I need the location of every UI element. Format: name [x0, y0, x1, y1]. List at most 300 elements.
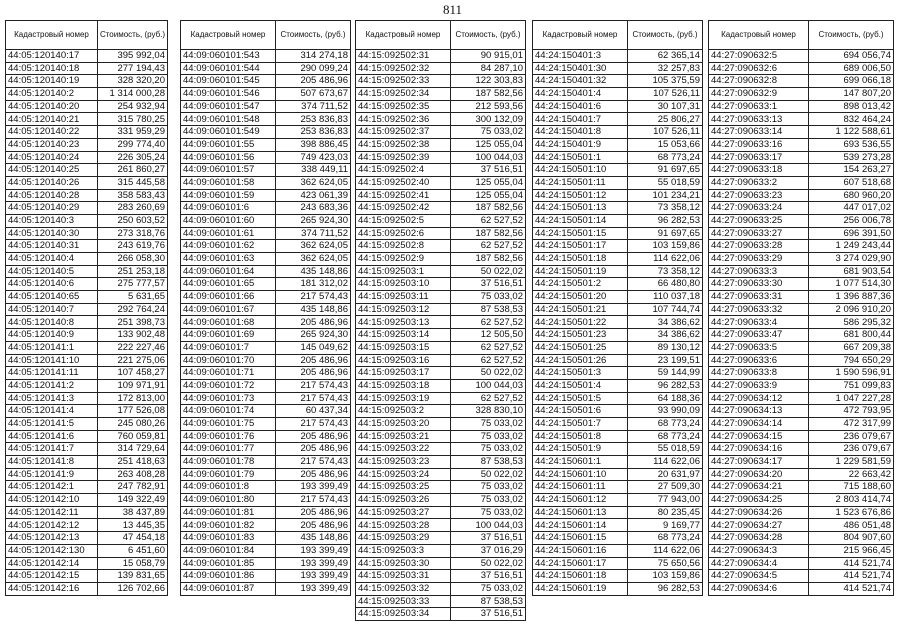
- cost-cell: 90 915,01: [451, 50, 526, 63]
- cadastral-number-cell: 44:15:092502:37: [356, 126, 451, 139]
- cost-cell: 68 773,24: [628, 532, 703, 545]
- table-row: [709, 367, 894, 380]
- header-cadastral-number: Кадастровый номер: [709, 21, 809, 50]
- cadastral-number-cell: 44:27:090633:6: [709, 354, 809, 367]
- cost-cell: 87 538,53: [451, 595, 526, 608]
- table-row: [356, 544, 526, 557]
- table-row: [356, 126, 526, 139]
- table-row: [709, 532, 894, 545]
- cadastral-number-cell: 44:15:092503:24: [356, 468, 451, 481]
- page-number: 811: [442, 2, 463, 17]
- cost-cell: 34 386,62: [628, 316, 703, 329]
- cadastral-number-cell: 44:24:150601:15: [533, 532, 628, 545]
- cadastral-number-cell: 44:24:150601:13: [533, 506, 628, 519]
- table-row: [709, 227, 894, 240]
- cost-cell: 22 663,42: [809, 468, 894, 481]
- cost-cell: 75 033,02: [451, 417, 526, 430]
- table-row: [533, 544, 703, 557]
- cadastral-number-cell: 44:15:092503:21: [356, 430, 451, 443]
- cadastral-number-cell: 44:27:090634:26: [709, 506, 809, 519]
- table-row: [6, 291, 168, 304]
- cadastral-number-cell: 44:09:060101:70: [181, 354, 276, 367]
- table-row: [709, 316, 894, 329]
- table-row: [709, 75, 894, 88]
- table-row: [533, 329, 703, 342]
- cost-cell: 275 777,57: [98, 278, 168, 291]
- cost-cell: 205 486,96: [276, 75, 351, 88]
- cost-cell: 205 486,96: [276, 468, 351, 481]
- table-row: [181, 138, 351, 151]
- cadastral-number-cell: 44:05:120140:23: [6, 138, 98, 151]
- cost-cell: 181 312,02: [276, 278, 351, 291]
- table-row: [356, 582, 526, 595]
- cadastral-number-cell: 44:15:092503:23: [356, 456, 451, 469]
- cost-cell: 55 018,59: [628, 443, 703, 456]
- table-row: [181, 62, 351, 75]
- cadastral-number-cell: 44:24:150501:10: [533, 164, 628, 177]
- cost-cell: 362 624,05: [276, 253, 351, 266]
- cadastral-number-cell: 44:09:060101:549: [181, 126, 276, 139]
- cadastral-number-cell: 44:27:090634:25: [709, 494, 809, 507]
- table-row: [533, 253, 703, 266]
- cadastral-number-cell: 44:05:120140:7: [6, 303, 98, 316]
- table-row: [356, 303, 526, 316]
- table-row: [533, 506, 703, 519]
- cost-cell: 261 860,27: [98, 164, 168, 177]
- table-row: [356, 519, 526, 532]
- table-row: [181, 456, 351, 469]
- cost-cell: 1 229 581,59: [809, 456, 894, 469]
- table-row: [533, 303, 703, 316]
- cost-cell: 64 188,36: [628, 392, 703, 405]
- table-row: [356, 202, 526, 215]
- cadastral-number-cell: 44:15:092503:29: [356, 532, 451, 545]
- table-row: [6, 253, 168, 266]
- cost-cell: 193 399,49: [276, 570, 351, 583]
- table-row: [181, 443, 351, 456]
- table-row: [533, 532, 703, 545]
- cadastral-number-cell: 44:24:150401:3: [533, 50, 628, 63]
- table-row: [709, 354, 894, 367]
- cost-cell: 103 159,86: [628, 570, 703, 583]
- table-row: [181, 164, 351, 177]
- cadastral-number-cell: 44:09:060101:74: [181, 405, 276, 418]
- table-row: [6, 75, 168, 88]
- table-row: [181, 405, 351, 418]
- table-row: [709, 240, 894, 253]
- table-row: [181, 354, 351, 367]
- cadastral-number-cell: 44:15:092502:34: [356, 88, 451, 101]
- cost-cell: 245 080,26: [98, 417, 168, 430]
- cadastral-number-cell: 44:27:090633:9: [709, 379, 809, 392]
- table-row: [356, 417, 526, 430]
- table-row: [181, 392, 351, 405]
- cadastral-number-cell: 44:27:090634:20: [709, 468, 809, 481]
- table-row: [181, 50, 351, 63]
- table-row: [709, 468, 894, 481]
- cadastral-number-cell: 44:09:060101:67: [181, 303, 276, 316]
- cadastral-number-cell: 44:05:120140:20: [6, 100, 98, 113]
- table-row: [6, 430, 168, 443]
- table-row: [356, 75, 526, 88]
- cadastral-number-cell: 44:27:090634:4: [709, 557, 809, 570]
- cadastral-number-cell: 44:24:150601:17: [533, 557, 628, 570]
- cadastral-number-cell: 44:15:092503:15: [356, 341, 451, 354]
- table-row: [6, 456, 168, 469]
- cost-cell: 253 836,83: [276, 113, 351, 126]
- table-row: [356, 189, 526, 202]
- cadastral-number-cell: 44:15:092502:39: [356, 151, 451, 164]
- cadastral-number-cell: 44:15:092503:18: [356, 379, 451, 392]
- cost-cell: 145 049,62: [276, 341, 351, 354]
- cadastral-number-cell: 44:27:090633:30: [709, 278, 809, 291]
- cadastral-number-cell: 44:09:060101:71: [181, 367, 276, 380]
- cadastral-number-cell: 44:27:090633:18: [709, 164, 809, 177]
- cost-cell: 607 518,68: [809, 176, 894, 189]
- table-row: [533, 582, 703, 595]
- table-row: [181, 265, 351, 278]
- table-row: [709, 443, 894, 456]
- cadastral-number-cell: 44:27:090633:28: [709, 240, 809, 253]
- cost-cell: 472 793,95: [809, 405, 894, 418]
- cost-cell: 251 398,73: [98, 316, 168, 329]
- cost-cell: 37 516,51: [451, 164, 526, 177]
- cost-cell: 292 764,24: [98, 303, 168, 316]
- cost-cell: 472 317,99: [809, 417, 894, 430]
- cadastral-number-cell: 44:27:090634:27: [709, 519, 809, 532]
- cost-cell: 435 148,86: [276, 532, 351, 545]
- cost-cell: 1 523 676,86: [809, 506, 894, 519]
- cost-cell: 1 077 514,30: [809, 278, 894, 291]
- cadastral-number-cell: 44:15:092503:3: [356, 544, 451, 557]
- cost-cell: 187 582,56: [451, 227, 526, 240]
- cadastral-number-cell: 44:15:092503:10: [356, 278, 451, 291]
- cost-cell: 217 574,43: [276, 456, 351, 469]
- cost-cell: 236 079,67: [809, 443, 894, 456]
- cadastral-number-cell: 44:09:060101:66: [181, 291, 276, 304]
- cadastral-number-cell: 44:09:060101:543: [181, 50, 276, 63]
- cost-cell: 250 603,52: [98, 214, 168, 227]
- cost-cell: 222 227,46: [98, 341, 168, 354]
- cadastral-number-cell: 44:09:060101:546: [181, 88, 276, 101]
- cost-cell: 101 234,21: [628, 189, 703, 202]
- cadastral-number-cell: 44:05:120142:12: [6, 519, 98, 532]
- table-row: [709, 430, 894, 443]
- cadastral-number-cell: 44:24:150401:8: [533, 126, 628, 139]
- cost-cell: 89 130,12: [628, 341, 703, 354]
- cost-cell: 315 780,25: [98, 113, 168, 126]
- cost-cell: 263 408,28: [98, 468, 168, 481]
- header-row: [181, 21, 351, 50]
- cost-cell: 107 526,11: [628, 88, 703, 101]
- table-row: [356, 291, 526, 304]
- cadastral-number-cell: 44:09:060101:69: [181, 329, 276, 342]
- cadastral-number-cell: 44:05:120141:11: [6, 367, 98, 380]
- cost-cell: 193 399,49: [276, 582, 351, 595]
- cost-cell: 139 831,65: [98, 570, 168, 583]
- cost-cell: 75 033,02: [451, 582, 526, 595]
- cadastral-number-cell: 44:24:150401:30: [533, 62, 628, 75]
- cost-cell: 38 437,89: [98, 506, 168, 519]
- header-cadastral-number: Кадастровый номер: [181, 21, 276, 50]
- cadastral-number-cell: 44:27:090634:16: [709, 443, 809, 456]
- table-row: [6, 557, 168, 570]
- table-row: [181, 253, 351, 266]
- cost-cell: 243 683,36: [276, 202, 351, 215]
- cost-cell: 12 505,50: [451, 329, 526, 342]
- table-row: [533, 379, 703, 392]
- cost-cell: 62 527,52: [451, 354, 526, 367]
- cost-cell: 193 399,49: [276, 544, 351, 557]
- table-row: [181, 379, 351, 392]
- table-row: [709, 50, 894, 63]
- cadastral-number-cell: 44:05:120140:24: [6, 151, 98, 164]
- cadastral-number-cell: 44:09:060101:62: [181, 240, 276, 253]
- cost-cell: 75 033,02: [451, 126, 526, 139]
- cadastral-number-cell: 44:24:150501:1: [533, 151, 628, 164]
- table-row: [709, 544, 894, 557]
- cadastral-number-cell: 44:09:060101:547: [181, 100, 276, 113]
- table-row: [356, 113, 526, 126]
- cadastral-number-cell: 44:15:092503:30: [356, 557, 451, 570]
- cadastral-number-cell: 44:24:150501:22: [533, 316, 628, 329]
- cost-cell: 266 058,30: [98, 253, 168, 266]
- table-row: [181, 430, 351, 443]
- cadastral-number-cell: 44:27:090633:27: [709, 227, 809, 240]
- cost-cell: 177 526,08: [98, 405, 168, 418]
- cadastral-number-cell: 44:15:092503:27: [356, 506, 451, 519]
- table-row: [6, 189, 168, 202]
- table-row: [181, 532, 351, 545]
- cost-cell: 100 044,03: [451, 379, 526, 392]
- cost-cell: 110 037,18: [628, 291, 703, 304]
- cadastral-number-cell: 44:05:120140:6: [6, 278, 98, 291]
- cadastral-number-cell: 44:05:120141:4: [6, 405, 98, 418]
- table-row: [533, 430, 703, 443]
- table-row: [6, 417, 168, 430]
- cadastral-number-cell: 44:24:150501:12: [533, 189, 628, 202]
- cadastral-number-cell: 44:05:120142:15: [6, 570, 98, 583]
- table-row: [533, 405, 703, 418]
- cadastral-number-cell: 44:09:060101:545: [181, 75, 276, 88]
- table-row: [533, 227, 703, 240]
- table-row: [533, 494, 703, 507]
- table-row: [709, 151, 894, 164]
- cost-cell: 681 800,44: [809, 329, 894, 342]
- cadastral-number-cell: 44:24:150401:9: [533, 138, 628, 151]
- cost-cell: 217 574,43: [276, 291, 351, 304]
- cadastral-number-cell: 44:05:120142:16: [6, 582, 98, 595]
- cost-cell: 87 538,53: [451, 303, 526, 316]
- table-row: [356, 278, 526, 291]
- cadastral-number-cell: 44:15:092502:9: [356, 253, 451, 266]
- cost-cell: 75 033,02: [451, 506, 526, 519]
- cost-cell: 715 188,60: [809, 481, 894, 494]
- table-row: [6, 100, 168, 113]
- table-row: [533, 443, 703, 456]
- cost-cell: 13 445,35: [98, 519, 168, 532]
- cadastral-number-cell: 44:15:092502:41: [356, 189, 451, 202]
- cadastral-number-cell: 44:09:060101:82: [181, 519, 276, 532]
- cost-cell: 1 122 588,61: [809, 126, 894, 139]
- cost-cell: 50 022,02: [451, 557, 526, 570]
- cost-cell: 50 022,02: [451, 367, 526, 380]
- table-row: [709, 405, 894, 418]
- cadastral-number-cell: 44:09:060101:76: [181, 430, 276, 443]
- table-row: [6, 240, 168, 253]
- table-row: [181, 100, 351, 113]
- cost-cell: 62 527,52: [451, 214, 526, 227]
- cost-cell: 314 274,18: [276, 50, 351, 63]
- cadastral-number-cell: 44:09:060101:68: [181, 316, 276, 329]
- table-row: [709, 189, 894, 202]
- cadastral-number-cell: 44:15:092503:17: [356, 367, 451, 380]
- cadastral-number-cell: 44:09:060101:55: [181, 138, 276, 151]
- header-row: [356, 21, 526, 50]
- cost-cell: 215 966,45: [809, 544, 894, 557]
- cadastral-number-cell: 44:24:150501:15: [533, 227, 628, 240]
- cadastral-number-cell: 44:15:092503:13: [356, 316, 451, 329]
- table-row: [533, 176, 703, 189]
- table-row: [6, 176, 168, 189]
- cadastral-number-cell: 44:09:060101:8: [181, 481, 276, 494]
- cost-cell: 667 209,38: [809, 341, 894, 354]
- table-row: [533, 113, 703, 126]
- cost-cell: 265 924,30: [276, 214, 351, 227]
- cadastral-number-cell: 44:27:090632:9: [709, 88, 809, 101]
- table-row: [533, 341, 703, 354]
- cost-cell: 125 055,04: [451, 176, 526, 189]
- table-row: [533, 481, 703, 494]
- cadastral-number-cell: 44:15:092502:35: [356, 100, 451, 113]
- header-cost: Стоимость, (руб.): [628, 21, 703, 50]
- cost-cell: 125 055,04: [451, 138, 526, 151]
- cadastral-number-cell: 44:09:060101:80: [181, 494, 276, 507]
- cost-cell: 5 631,65: [98, 291, 168, 304]
- table-row: [181, 189, 351, 202]
- cost-cell: 20 631,97: [628, 468, 703, 481]
- cost-cell: 187 582,56: [451, 88, 526, 101]
- table-row: [533, 456, 703, 469]
- cost-cell: 794 650,29: [809, 354, 894, 367]
- cadastral-number-cell: 44:09:060101:77: [181, 443, 276, 456]
- cost-cell: 832 464,24: [809, 113, 894, 126]
- table-row: [181, 303, 351, 316]
- cadastral-number-cell: 44:09:060101:56: [181, 151, 276, 164]
- cost-cell: 100 044,03: [451, 519, 526, 532]
- cost-cell: 62 527,52: [451, 392, 526, 405]
- table-row: [181, 481, 351, 494]
- cadastral-number-cell: 44:05:120142:14: [6, 557, 98, 570]
- table-row: [533, 519, 703, 532]
- cadastral-number-cell: 44:24:150501:20: [533, 291, 628, 304]
- cadastral-number-cell: 44:15:092503:16: [356, 354, 451, 367]
- cadastral-number-cell: 44:27:090633:3: [709, 265, 809, 278]
- cost-cell: 154 263,27: [809, 164, 894, 177]
- table-row: [6, 519, 168, 532]
- table-row: [181, 544, 351, 557]
- cost-cell: 414 521,74: [809, 582, 894, 595]
- cadastral-number-cell: 44:27:090634:17: [709, 456, 809, 469]
- table-row: [709, 164, 894, 177]
- cost-cell: 760 059,81: [98, 430, 168, 443]
- table-row: [356, 88, 526, 101]
- cadastral-number-cell: 44:24:150501:26: [533, 354, 628, 367]
- cost-cell: 75 033,02: [451, 494, 526, 507]
- table-row: [709, 494, 894, 507]
- table-row: [181, 278, 351, 291]
- cadastral-number-cell: 44:24:150601:10: [533, 468, 628, 481]
- cadastral-number-cell: 44:15:092503:32: [356, 582, 451, 595]
- cost-cell: 243 619,76: [98, 240, 168, 253]
- cost-cell: 236 079,67: [809, 430, 894, 443]
- table-row: [6, 126, 168, 139]
- cost-cell: 107 744,74: [628, 303, 703, 316]
- cost-cell: 50 022,02: [451, 265, 526, 278]
- table-row: [533, 265, 703, 278]
- table-row: [6, 88, 168, 101]
- table-row: [709, 506, 894, 519]
- table-row: [181, 113, 351, 126]
- cadastral-number-cell: 44:24:150501:4: [533, 379, 628, 392]
- cadastral-number-cell: 44:27:090634:28: [709, 532, 809, 545]
- table-row: [356, 214, 526, 227]
- cost-cell: 3 274 029,90: [809, 253, 894, 266]
- cadastral-number-cell: 44:24:150501:25: [533, 341, 628, 354]
- cadastral-number-cell: 44:05:120141:9: [6, 468, 98, 481]
- cadastral-number-cell: 44:24:150501:23: [533, 329, 628, 342]
- cost-cell: 221 275,06: [98, 354, 168, 367]
- cadastral-number-cell: 44:27:090633:14: [709, 126, 809, 139]
- cadastral-number-cell: 44:09:060101:58: [181, 176, 276, 189]
- header-row: [709, 21, 894, 50]
- header-cost: Стоимость, (руб.): [451, 21, 526, 50]
- cost-cell: 133 902,48: [98, 329, 168, 342]
- table-row: [356, 481, 526, 494]
- cost-cell: 55 018,59: [628, 176, 703, 189]
- table-row: [6, 341, 168, 354]
- cost-cell: 114 622,06: [628, 456, 703, 469]
- cadastral-number-cell: 44:15:092503:28: [356, 519, 451, 532]
- cadastral-number-cell: 44:09:060101:60: [181, 214, 276, 227]
- cadastral-number-cell: 44:05:120140:9: [6, 329, 98, 342]
- cadastral-number-cell: 44:09:060101:59: [181, 189, 276, 202]
- table-row: [533, 291, 703, 304]
- cadastral-number-cell: 44:09:060101:83: [181, 532, 276, 545]
- cost-cell: 277 194,43: [98, 62, 168, 75]
- cadastral-number-cell: 44:05:120140:3: [6, 214, 98, 227]
- cost-cell: 217 574,43: [276, 494, 351, 507]
- cadastral-number-cell: 44:05:120142:1: [6, 481, 98, 494]
- table-row: [709, 303, 894, 316]
- table-row: [356, 240, 526, 253]
- cost-cell: 25 806,27: [628, 113, 703, 126]
- cadastral-number-cell: 44:27:090633:31: [709, 291, 809, 304]
- cadastral-number-cell: 44:24:150601:16: [533, 544, 628, 557]
- cadastral-number-cell: 44:05:120142:10: [6, 494, 98, 507]
- cadastral-number-cell: 44:27:090634:13: [709, 405, 809, 418]
- cost-cell: 91 697,65: [628, 164, 703, 177]
- cadastral-number-cell: 44:15:092502:6: [356, 227, 451, 240]
- cost-cell: 217 574,43: [276, 379, 351, 392]
- cost-cell: 62 527,52: [451, 240, 526, 253]
- cadastral-number-cell: 44:24:150501:19: [533, 265, 628, 278]
- cost-cell: 414 521,74: [809, 570, 894, 583]
- cadastral-number-cell: 44:05:120140:19: [6, 75, 98, 88]
- cadastral-number-cell: 44:05:120142:11: [6, 506, 98, 519]
- cost-cell: 114 622,06: [628, 544, 703, 557]
- cadastral-number-cell: 44:09:060101:72: [181, 379, 276, 392]
